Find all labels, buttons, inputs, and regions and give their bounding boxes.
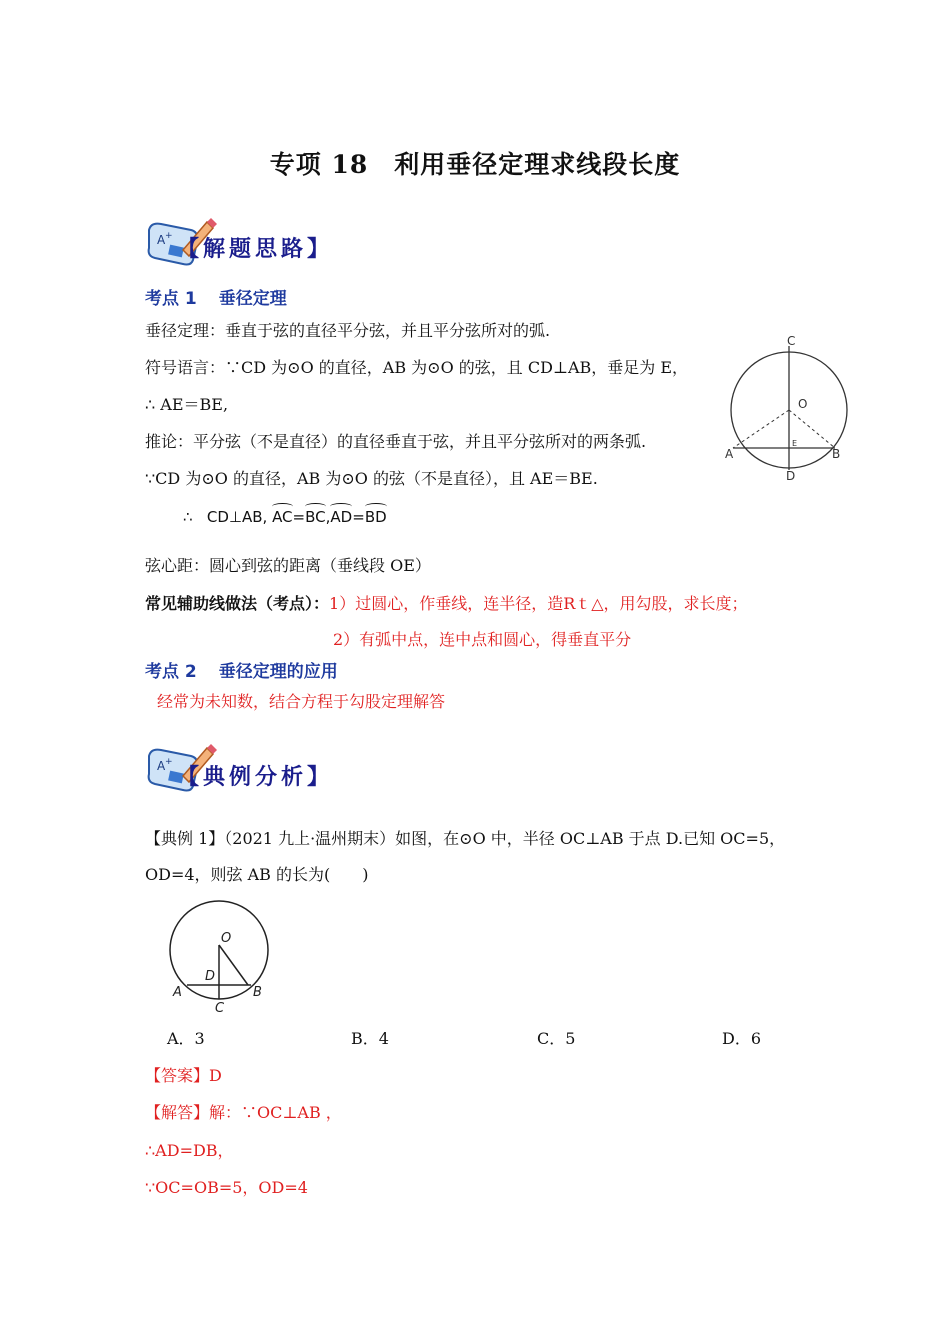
option-b[interactable]: B．4 [351, 1029, 389, 1048]
solution-line-1: 【解答】解：∵OC⊥AB ， [145, 1103, 342, 1122]
arc-mark [365, 503, 387, 510]
page-title [0, 145, 950, 181]
section-badge-label: 【解题思路】 [177, 237, 334, 262]
theorem-formula [183, 508, 387, 526]
label-o: O [798, 397, 808, 411]
aux-label: 常见辅助线做法（考点）： [145, 594, 330, 613]
formula-eq: = [352, 508, 365, 526]
figure-circle-oc-ab [165, 900, 280, 1015]
example-1-line-2: OD=4，则弦 AB 的长为( ) [145, 865, 369, 884]
label-a: A [173, 985, 182, 1000]
kaodian-2-label: 考点 2 [145, 662, 197, 682]
arc-mark [272, 503, 292, 510]
example-1-line-1: 【典例 1】（2021 九上·温州期末）如图，在⊙O 中，半径 OC⊥AB 于点 D.已知 OC=5， [145, 829, 786, 848]
option-c[interactable]: C．5 [537, 1029, 576, 1048]
arc-mark [305, 503, 326, 510]
label-a: A [725, 447, 734, 461]
label-o: O [221, 931, 232, 946]
svg-text:+: + [165, 757, 173, 767]
label-c: C [215, 1001, 225, 1015]
theorem-line-5: ∵CD 为⊙O 的直径，AB 为⊙O 的弦（不是直径），且 AE＝BE. [145, 469, 598, 488]
option-d[interactable]: D．6 [722, 1029, 762, 1048]
aux-item-1: 1）过圆心，作垂线，连半径，造Rｔ△，用勾股，求长度； [329, 594, 748, 613]
formula-comma: , [325, 508, 331, 526]
arc-bc: BC [305, 508, 326, 526]
label-d: D [786, 469, 796, 483]
option-a[interactable]: A．3 [167, 1029, 205, 1048]
formula-perp: CD⊥AB, [206, 508, 268, 526]
theorem-line-1: 垂径定理：垂直于弦的直径平分弦，并且平分弦所对的弧. [145, 321, 551, 340]
kaodian-1-text: 垂径定理 [218, 289, 287, 309]
theorem-line-4: 推论：平分弦（不是直径）的直径垂直于弦，并且平分弦所对的两条弧. [145, 432, 647, 451]
theorem-line-2: 符号语言：∵CD 为⊙O 的直径，AB 为⊙O 的弦，且 CD⊥AB，垂足为 E， [145, 358, 689, 377]
arc-mark [330, 503, 352, 510]
kaodian-2-heading [145, 657, 338, 682]
label-e: E [792, 439, 798, 448]
formula-therefore: ∴ [183, 508, 193, 526]
arc-bd: BD [365, 508, 387, 526]
section-badge-jieti [143, 208, 343, 270]
label-c: C [787, 334, 796, 348]
kaodian-1-label: 考点 1 [145, 289, 197, 309]
svg-text:A: A [157, 233, 166, 247]
answer-line: 【答案】D [145, 1066, 222, 1085]
label-b: B [832, 447, 841, 461]
kaodian-2-note: 经常为未知数，结合方程于勾股定理解答 [157, 692, 446, 711]
svg-text:A: A [157, 759, 166, 773]
theorem-line-6: 弦心距：圆心到弦的距离（垂线段 OE） [145, 556, 431, 575]
kaodian-1-heading [145, 284, 287, 309]
label-d: D [205, 969, 216, 984]
figure-circle-cd-ab [722, 330, 862, 490]
aux-line-1 [145, 591, 748, 614]
arc-ac: AC [272, 508, 292, 526]
svg-text:+: + [165, 231, 173, 241]
title-number: 专项 18 [269, 150, 369, 179]
solution-line-3: ∵OC=OB=5，OD=4 [145, 1178, 308, 1197]
theorem-line-3: ∴ AE＝BE, [145, 395, 229, 414]
formula-eq: = [292, 508, 306, 526]
solution-line-2: ∴AD=DB， [145, 1141, 234, 1160]
section-badge-dianli [143, 734, 383, 796]
label-b: B [253, 985, 262, 1000]
title-text: 利用垂径定理求线段长度 [394, 150, 681, 179]
kaodian-2-text: 垂径定理的应用 [218, 662, 338, 682]
arc-ad: AD [330, 508, 352, 526]
radius-ob [219, 945, 248, 985]
aux-item-2: 2）有弧中点，连中点和圆心，得垂直平分 [333, 630, 632, 649]
section-badge-label: 【典例分析】 [177, 765, 334, 790]
